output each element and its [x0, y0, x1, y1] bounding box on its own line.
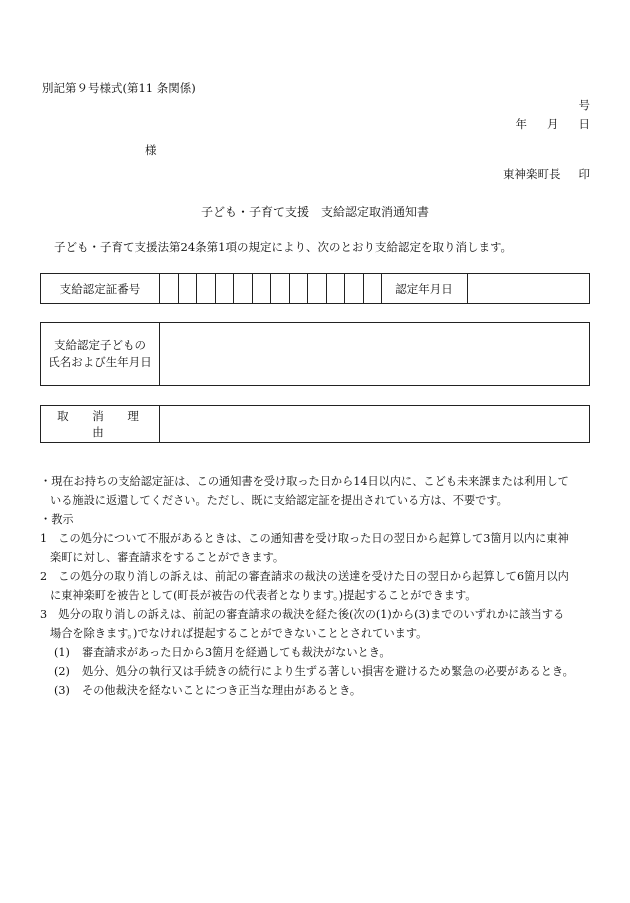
- date-month: 月: [547, 117, 559, 131]
- reason-label: 取 消 理 由: [57, 409, 149, 439]
- cert-date-label: 認定年月日: [395, 281, 453, 296]
- child-row: [40, 322, 590, 386]
- cert-number-digit-box[interactable]: [215, 274, 216, 303]
- item-1-line-2: 楽町に対し、審査請求をすることができます。: [50, 551, 285, 564]
- reason-row: [40, 405, 590, 443]
- intro-text: 子ども・子育て支援法第24条第1項の規定により、次のとおり支給認定を取り消します。: [54, 240, 513, 254]
- issuer: [503, 166, 590, 182]
- sub-item-2: (2) 処分、処分の執行又は手続きの続行により生ずる著しい損害を避けるため緊急の必要があるとき。: [54, 665, 574, 678]
- date-year: 年: [515, 117, 527, 131]
- item-2-line-1: 2 この処分の取り消しの訴えは、前記の審査請求の裁決の送達を受けた日の翌日から起算して6箇月以内: [40, 570, 569, 583]
- teaching-heading: ・教示: [40, 513, 74, 526]
- item-3-line-1: 3 処分の取り消しの訴えは、前記の審査請求の裁決を経た後(次の(1)から(3)までのいずれかに該当する: [40, 608, 565, 621]
- cert-number-digit-box[interactable]: [252, 274, 253, 303]
- recipient-suffix: 様: [145, 143, 157, 157]
- cert-number-digit-box[interactable]: [344, 274, 345, 303]
- cert-number-digit-box[interactable]: [326, 274, 327, 303]
- cert-number-digit-box[interactable]: [307, 274, 308, 303]
- cert-number-digit-box[interactable]: [270, 274, 271, 303]
- item-1-line-1: 1 この処分について不服があるときは、この通知書を受け取った日の翌日から起算して3箇月以内に東神: [40, 532, 569, 545]
- cert-number-digit-box[interactable]: [363, 274, 364, 303]
- return-notice-line-2: いる施設に返還してください。ただし、既に支給認定証を提出されている方は、不要です。: [50, 494, 508, 507]
- date-day: 日: [578, 117, 590, 131]
- form-label: 別記第９号様式(第11 条関係): [42, 81, 196, 95]
- return-notice-line-1: ・現在お持ちの支給認定証は、この通知書を受け取った日から14日以内に、こども未来課または利用して: [40, 475, 569, 488]
- item-2-line-2: に東神楽町を被告として(町長が被告の代表者となります。)提起することができます。: [50, 589, 477, 602]
- document-number: 号: [578, 98, 590, 112]
- item-3-line-2: 場合を除きます。)でなければ提起することができないこととされています。: [50, 627, 428, 640]
- cert-number-row: [40, 273, 590, 304]
- cert-number-digit-box[interactable]: [289, 274, 290, 303]
- cert-number-digit-box[interactable]: [159, 274, 160, 303]
- cert-number-label: 支給認定証番号: [59, 281, 141, 296]
- issue-date: [516, 116, 591, 132]
- sub-item-3: (3) その他裁決を経ないことにつき正当な理由があるとき。: [54, 684, 362, 697]
- cert-date-field[interactable]: [467, 274, 468, 303]
- seal-mark: 印: [578, 167, 590, 181]
- cert-number-digit-box[interactable]: [178, 274, 179, 303]
- cert-number-digit-box[interactable]: [196, 274, 197, 303]
- child-field[interactable]: [159, 323, 160, 385]
- child-label: [41, 323, 159, 385]
- child-label-line-1: 支給認定子どもの: [54, 338, 146, 352]
- cert-number-digit-box[interactable]: [233, 274, 234, 303]
- notes-section: [40, 472, 595, 700]
- sub-item-1: (1) 審査請求があった日から3箇月を経過しても裁決がないとき。: [54, 646, 391, 659]
- child-label-line-2: 氏名および生年月日: [48, 355, 152, 369]
- issuer-name: 東神楽町長: [503, 167, 561, 181]
- reason-field[interactable]: [159, 406, 160, 442]
- document-title: 子ども・子育て支援 支給認定取消通知書: [200, 205, 429, 219]
